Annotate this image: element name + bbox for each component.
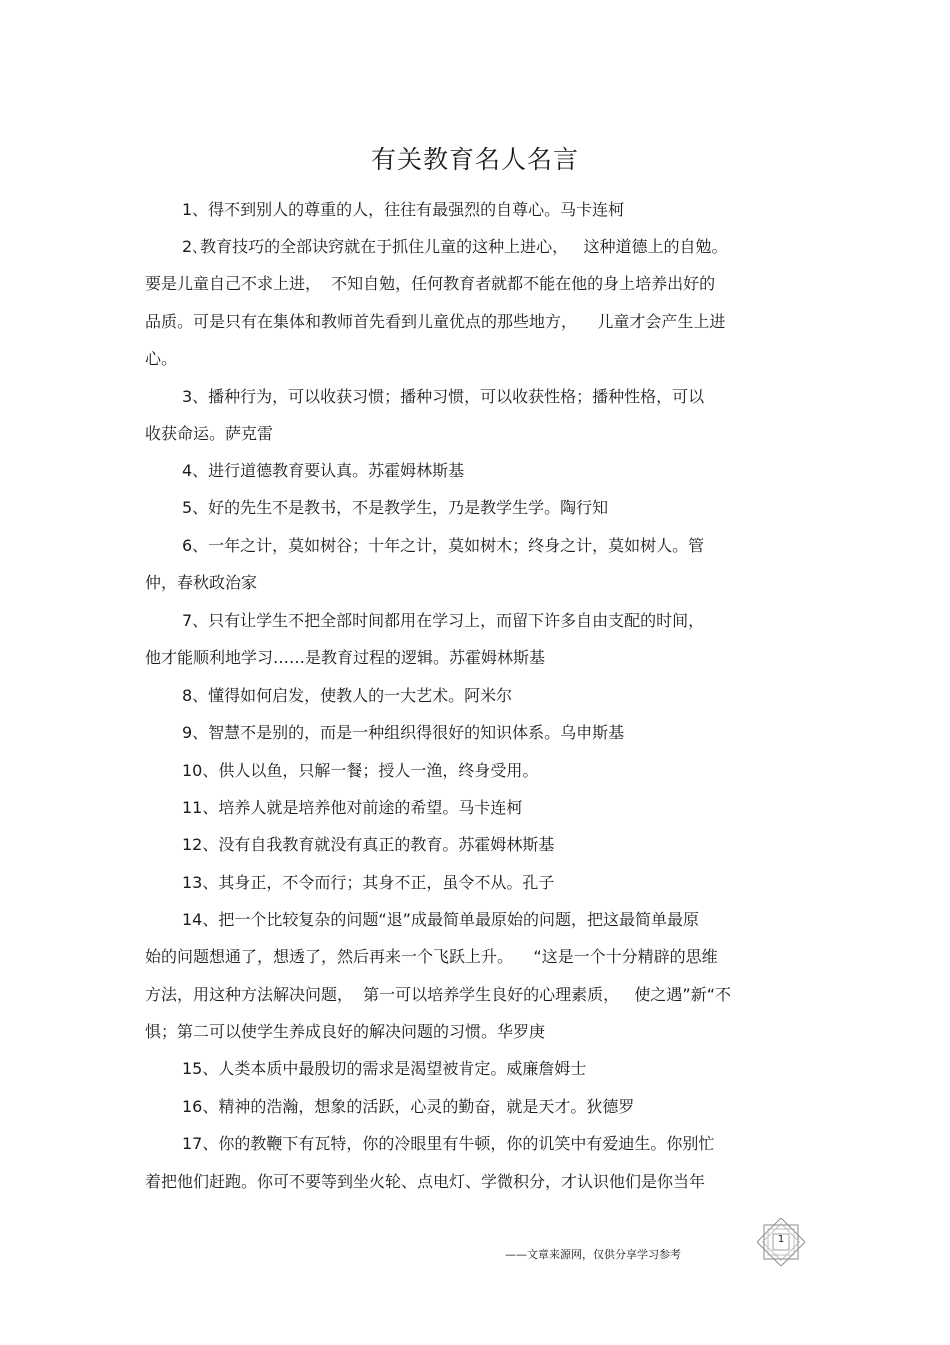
text-line: 收获命运。萨克雷 <box>145 424 274 443</box>
text-line: 4、进行道德教育要认真。苏霍姆林斯基 <box>182 461 465 480</box>
text-line: 14、把一个比较复杂的问题“退”成最简单最原始的问题，把这最简单最原 <box>182 910 699 929</box>
text-line: 9、智慧不是别的，而是一种组织得很好的知识体系。乌申斯基 <box>182 723 625 742</box>
text-line: 5、好的先生不是教书，不是教学生，乃是教学生学。陶行知 <box>182 498 609 517</box>
text-line: 11、培养人就是培养他对前途的希望。马卡连柯 <box>182 798 523 817</box>
text-line: 仲，春秋政治家 <box>145 573 258 592</box>
text-line: 1、得不到别人的尊重的人，往往有最强烈的自尊心。马卡连柯 <box>182 200 625 219</box>
text-line: 3、播种行为，可以收获习惯；播种习惯，可以收获性格；播种性格，可以 <box>182 387 705 406</box>
document-title: 有关教育名人名言 <box>370 145 579 174</box>
footer-source-note: ——文章来源网，仅供分享学习参考 <box>505 1248 681 1261</box>
text-line: 着把他们赶跑。你可不要等到坐火轮、点电灯、学微积分，才认识他们是你当年 <box>145 1172 706 1191</box>
text-line: 2､教育技巧的全部诀窍就在于抓住儿童的这种上进心， 这种道德上的自勉。 <box>182 237 728 256</box>
text-line: 13、其身正，不令而行；其身不正，虽令不从。孔子 <box>182 873 555 892</box>
text-line: 10、供人以鱼，只解一餐；授人一渔，终身受用。 <box>182 761 539 780</box>
text-line: 15、人类本质中最殷切的需求是渴望被肯定。威廉詹姆士 <box>182 1059 587 1078</box>
page-number: 1 <box>777 1234 785 1245</box>
text-line: 方法，用这种方法解决问题， 第一可以培养学生良好的心理素质， 使之遇”新“不 <box>145 985 732 1004</box>
text-line: 12、没有自我教育就没有真正的教育。苏霍姆林斯基 <box>182 835 555 854</box>
text-line: 心。 <box>145 349 178 368</box>
text-line: 惧；第二可以使学生养成良好的解决问题的习惯。华罗庚 <box>145 1022 546 1041</box>
text-line: 要是儿童自己不求上进， 不知自勉，任何教育者就都不能在他的身上培养出好的 <box>145 274 716 293</box>
text-line: 6、一年之计，莫如树谷；十年之计，莫如树木；终身之计，莫如树人。管 <box>182 536 705 555</box>
text-line: 7、只有让学生不把全部时间都用在学习上，而留下许多自由支配的时间， <box>182 611 705 630</box>
text-line: 17、你的教鞭下有瓦特，你的冷眼里有牛顿，你的讥笑中有爱迪生。你别忙 <box>182 1134 715 1153</box>
text-line: 16、精神的浩瀚，想象的活跃，心灵的勤奋，就是天才。狄德罗 <box>182 1097 635 1116</box>
text-line: 品质。可是只有在集体和教师首先看到儿童优点的那些地方， 儿童才会产生上进 <box>145 312 726 331</box>
text-line: 他才能顺利地学习……是教育过程的逻辑。苏霍姆林斯基 <box>145 648 546 667</box>
text-line: 始的问题想通了，想透了，然后再来一个飞跃上升。 “这是一个十分精辟的思维 <box>145 947 718 966</box>
text-line: 8、懂得如何启发，使教人的一大艺术。阿米尔 <box>182 686 513 705</box>
